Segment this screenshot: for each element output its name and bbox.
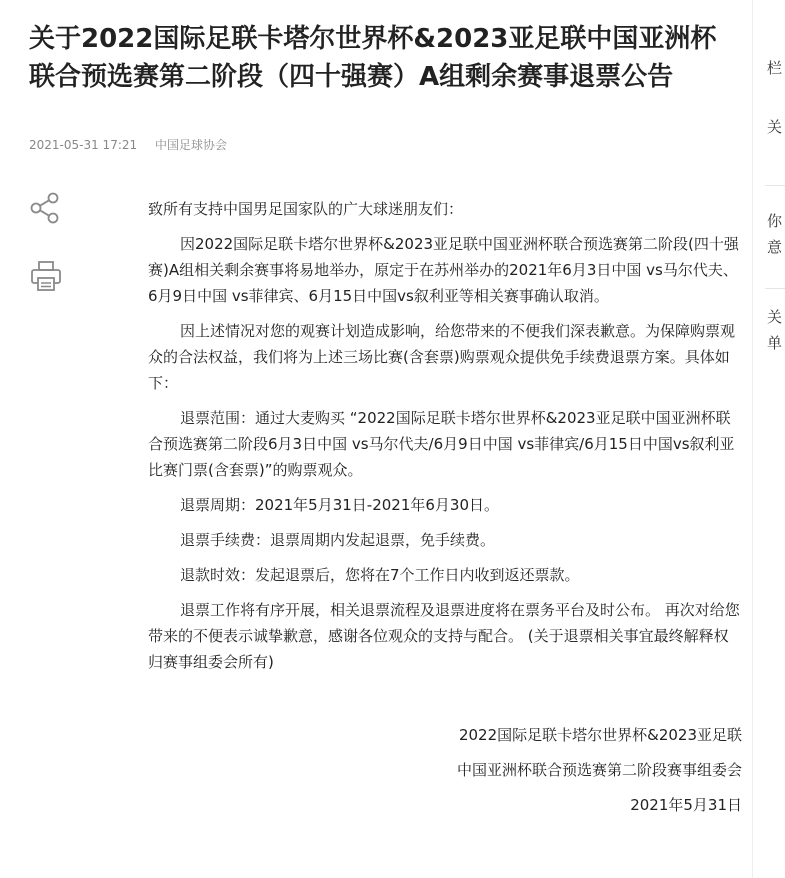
sidebar-fragment[interactable]: 关: [767, 118, 783, 136]
print-icon[interactable]: [29, 259, 63, 293]
publish-datetime: 2021-05-31 17:21: [29, 138, 138, 152]
article-meta: [29, 137, 227, 153]
signature-spacer: [148, 684, 742, 722]
sidebar-divider: [765, 288, 785, 289]
paragraph-cancellation: 因2022国际足联卡塔尔世界杯&2023亚足联中国亚洲杯联合预选赛第二阶段(四十强赛)A组相关剩余赛事将易地举办，原定于在苏州举办的2021年6月3日中国 vs马尔代夫、6月9日中国 vs菲律宾、6月15日中国vs叙利亚等相关赛事确认取消。: [148, 235, 739, 305]
paragraph-closing: 退票工作将有序开展，相关退票流程及退票进度将在票务平台及时公布。 再次对给您带来的不便表示诚挚歉意，感谢各位观众的支持与配合。 (关于退票相关事宜最终解释权归赛事组委会所有): [148, 601, 740, 671]
sidebar-fragment[interactable]: 单: [767, 334, 783, 352]
signature-line1: 2022国际足联卡塔尔世界杯&2023亚足联: [458, 726, 742, 744]
article-body: [148, 196, 742, 827]
signature-line2: 中国亚洲杯联合预选赛第二阶段赛事组委会: [456, 761, 742, 779]
related-sidebar: [752, 0, 783, 878]
article-source[interactable]: 中国足球协会: [154, 138, 227, 152]
sidebar-divider: [765, 185, 785, 186]
paragraph-refund-fee: 退票手续费：退票周期内发起退票，免手续费。: [180, 531, 496, 549]
paragraph-apology: 因上述情况对您的观赛计划造成影响，给您带来的不便我们深表歉意。为保障购票观众的合法权益，我们将为上述三场比赛(含套票)购票观众提供免手续费退票方案。具体如下：: [148, 322, 736, 392]
paragraph-refund-period: 退票周期：2021年5月31日-2021年6月30日。: [180, 496, 500, 514]
paragraph-refund-scope: 退票范围：通过大麦购买 “2022国际足联卡塔尔世界杯&2023亚足联中国亚洲杯联合预选赛第二阶段6月3日中国 vs马尔代夫/6月9日中国 vs菲律宾/6月15日中国vs叙利亚比赛门票(含套票)”的购票观众。: [148, 409, 735, 479]
sidebar-fragment[interactable]: 你: [767, 212, 783, 230]
sidebar-fragment: 栏: [767, 59, 783, 77]
paragraph-refund-timing: 退款时效：发起退票后，您将在7个工作日内收到返还票款。: [180, 566, 580, 584]
sidebar-fragment[interactable]: 意: [767, 238, 783, 256]
signature-date: 2021年5月31日: [630, 796, 742, 814]
sidebar-fragment[interactable]: 关: [767, 308, 783, 326]
share-icon[interactable]: [28, 191, 62, 225]
article-title: 关于2022国际足联卡塔尔世界杯&2023亚足联中国亚洲杯联合预选赛第二阶段（四十强赛）A组剩余赛事退票公告: [29, 24, 717, 92]
greeting: 致所有支持中国男足国家队的广大球迷朋友们：: [148, 200, 464, 218]
